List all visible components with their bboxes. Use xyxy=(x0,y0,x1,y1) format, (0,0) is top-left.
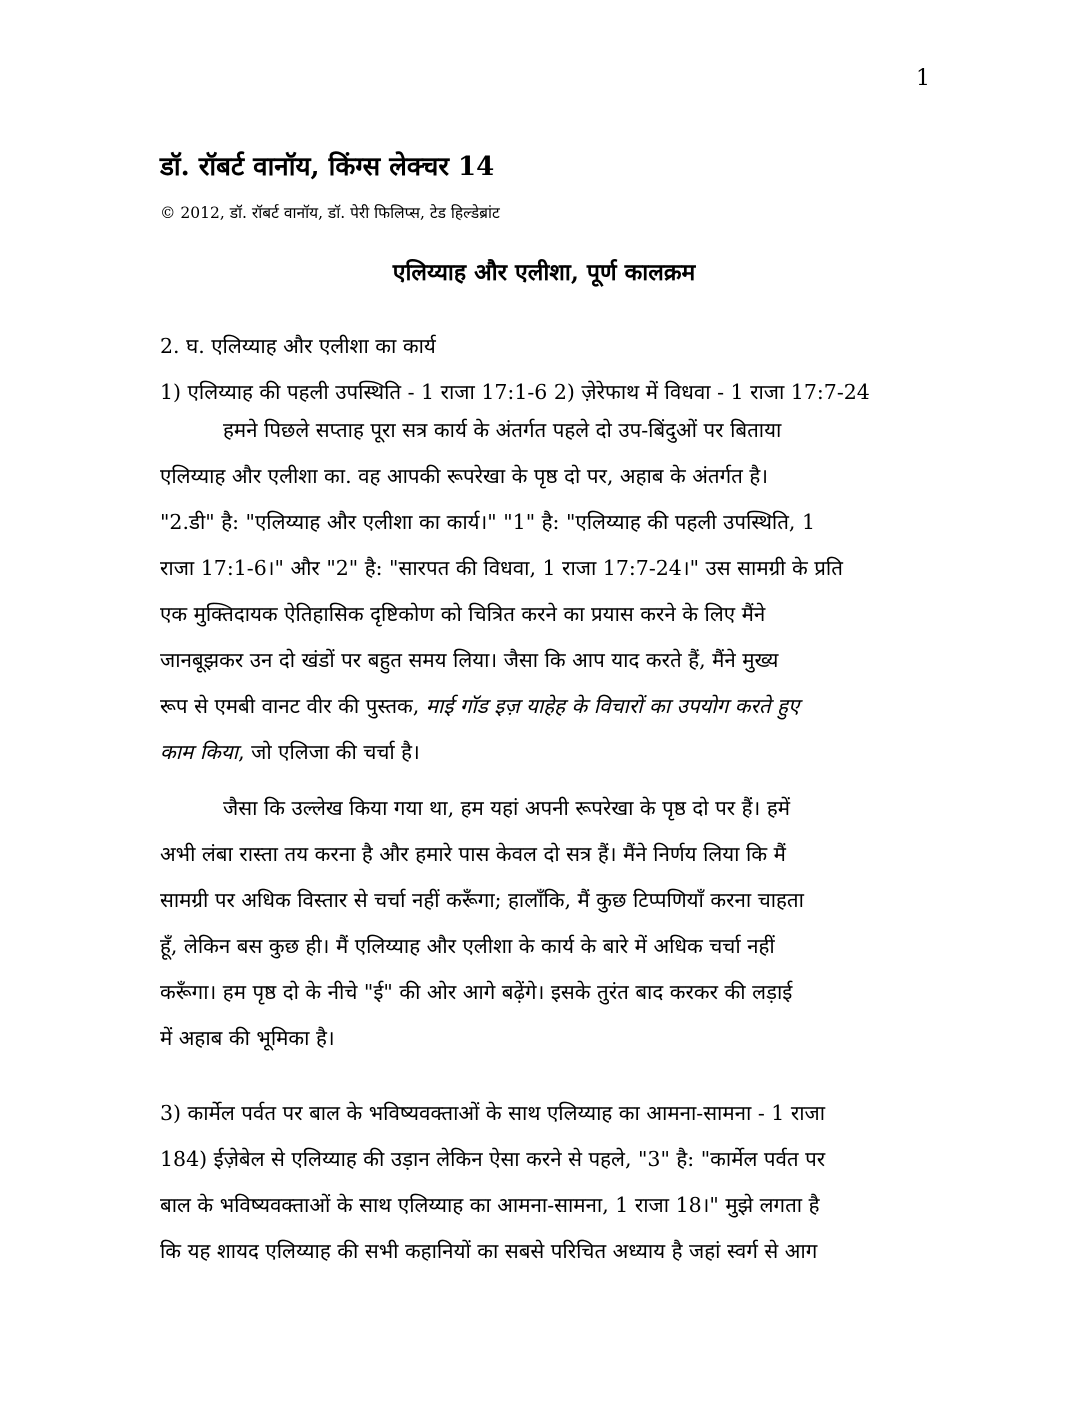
paragraph-line: एक मुक्तिदायक ऐतिहासिक दृष्टिकोण को चित्रित करने का प्रयास करने के लिए मैंने xyxy=(160,602,766,626)
paragraph-line: हूँ, लेकिन बस कुछ ही। मैं एलिय्याह और एलीशा के कार्य के बारे में अधिक चर्चा नहीं xyxy=(160,934,775,958)
paragraph-line xyxy=(160,683,935,729)
paragraph-line: कि यह शायद एलिय्याह की सभी कहानियों का सबसे परिचित अध्याय है जहां स्वर्ग से आग xyxy=(160,1239,818,1263)
paragraph-line: एलिय्याह और एलीशा का. वह आपकी रूपरेखा के पृष्ठ दो पर, अहाब के अंतर्गत है। xyxy=(160,464,769,488)
paragraph-line: जानबूझकर उन दो खंडों पर बहुत समय लिया। जैसा कि आप याद करते हैं, मैंने मुख्य xyxy=(160,648,779,672)
book-title-italic-continued: काम किया xyxy=(160,740,239,764)
paragraph-3 xyxy=(160,1090,935,1274)
page-number: 1 xyxy=(916,66,930,91)
paragraph-line: सामग्री पर अधिक विस्तार से चर्चा नहीं करूँगा; हालाँकि, मैं कुछ टिप्पणियाँ करना चाहता xyxy=(160,888,804,912)
paragraph-line: बाल के भविष्यवक्ताओं के साथ एलिय्याह का आमना-सामना, 1 राजा 18।" मुझे लगता है xyxy=(160,1193,820,1217)
outline-section-label: 2. घ. एलिय्याह और एलीशा का कार्य xyxy=(160,334,436,358)
paragraph-line: हमने पिछले सप्ताह पूरा सत्र कार्य के अंतर्गत पहले दो उप-बिंदुओं पर बिताया xyxy=(223,418,782,442)
copyright-line: © 2012, डॉ. रॉबर्ट वानॉय, डॉ. पेरी फिलिप्स, टेड हिल्डेब्रांट xyxy=(160,204,500,222)
paragraph-1 xyxy=(160,407,935,775)
paragraph-line: राजा 17:1-6।" और "2" है: "सारपत की विधवा, 1 राजा 17:7-24।" उस सामग्री के प्रति xyxy=(160,556,843,580)
paragraph-line xyxy=(160,729,935,775)
book-title-italic: माई गॉड इज़ याहेह के विचारों का उपयोग करते हुए xyxy=(425,694,800,718)
paragraph-line: में अहाब की भूमिका है। xyxy=(160,1026,335,1050)
paragraph-line: 184) ईज़ेबेल से एलिय्याह की उड़ान लेकिन ऐसा करने से पहले, "3" है: "कार्मेल पर्वत पर xyxy=(160,1147,826,1171)
paragraph-line: अभी लंबा रास्ता तय करना है और हमारे पास केवल दो सत्र हैं। मैंने निर्णय लिया कि मैं xyxy=(160,842,786,866)
paragraph-line: करूँगा। हम पृष्ठ दो के नीचे "ई" की ओर आगे बढ़ेंगे। इसके तुरंत बाद करकर की लड़ाई xyxy=(160,980,793,1004)
paragraph-line: जैसा कि उल्लेख किया गया था, हम यहां अपनी रूपरेखा के पृष्ठ दो पर हैं। हमें xyxy=(223,796,790,820)
paragraph-2 xyxy=(160,785,935,1061)
outline-subpoints-line: 1) एलिय्याह की पहली उपस्थिति - 1 राजा 17:1-6 2) ज़ेरेफाथ में विधवा - 1 राजा 17:7-24 xyxy=(160,380,870,404)
lecture-heading: एलिय्याह और एलीशा, पूर्ण कालक्रम xyxy=(392,259,696,286)
paragraph-line: "2.डी" है: "एलिय्याह और एलीशा का कार्य।" "1" है: "एलिय्याह की पहली उपस्थिति, 1 xyxy=(160,510,816,534)
paragraph-text: रूप से एमबी वानट वीर की पुस्तक, xyxy=(160,694,426,718)
paragraph-line: 3) कार्मेल पर्वत पर बाल के भविष्यवक्ताओं के साथ एलिय्याह का आमना-सामना - 1 राजा xyxy=(160,1101,826,1125)
paragraph-text: , जो एलिजा की चर्चा है। xyxy=(238,740,420,764)
outline-section xyxy=(160,323,935,369)
document-title: डॉ. रॉबर्ट वानॉय, किंग्स लेक्चर 14 xyxy=(160,152,495,182)
